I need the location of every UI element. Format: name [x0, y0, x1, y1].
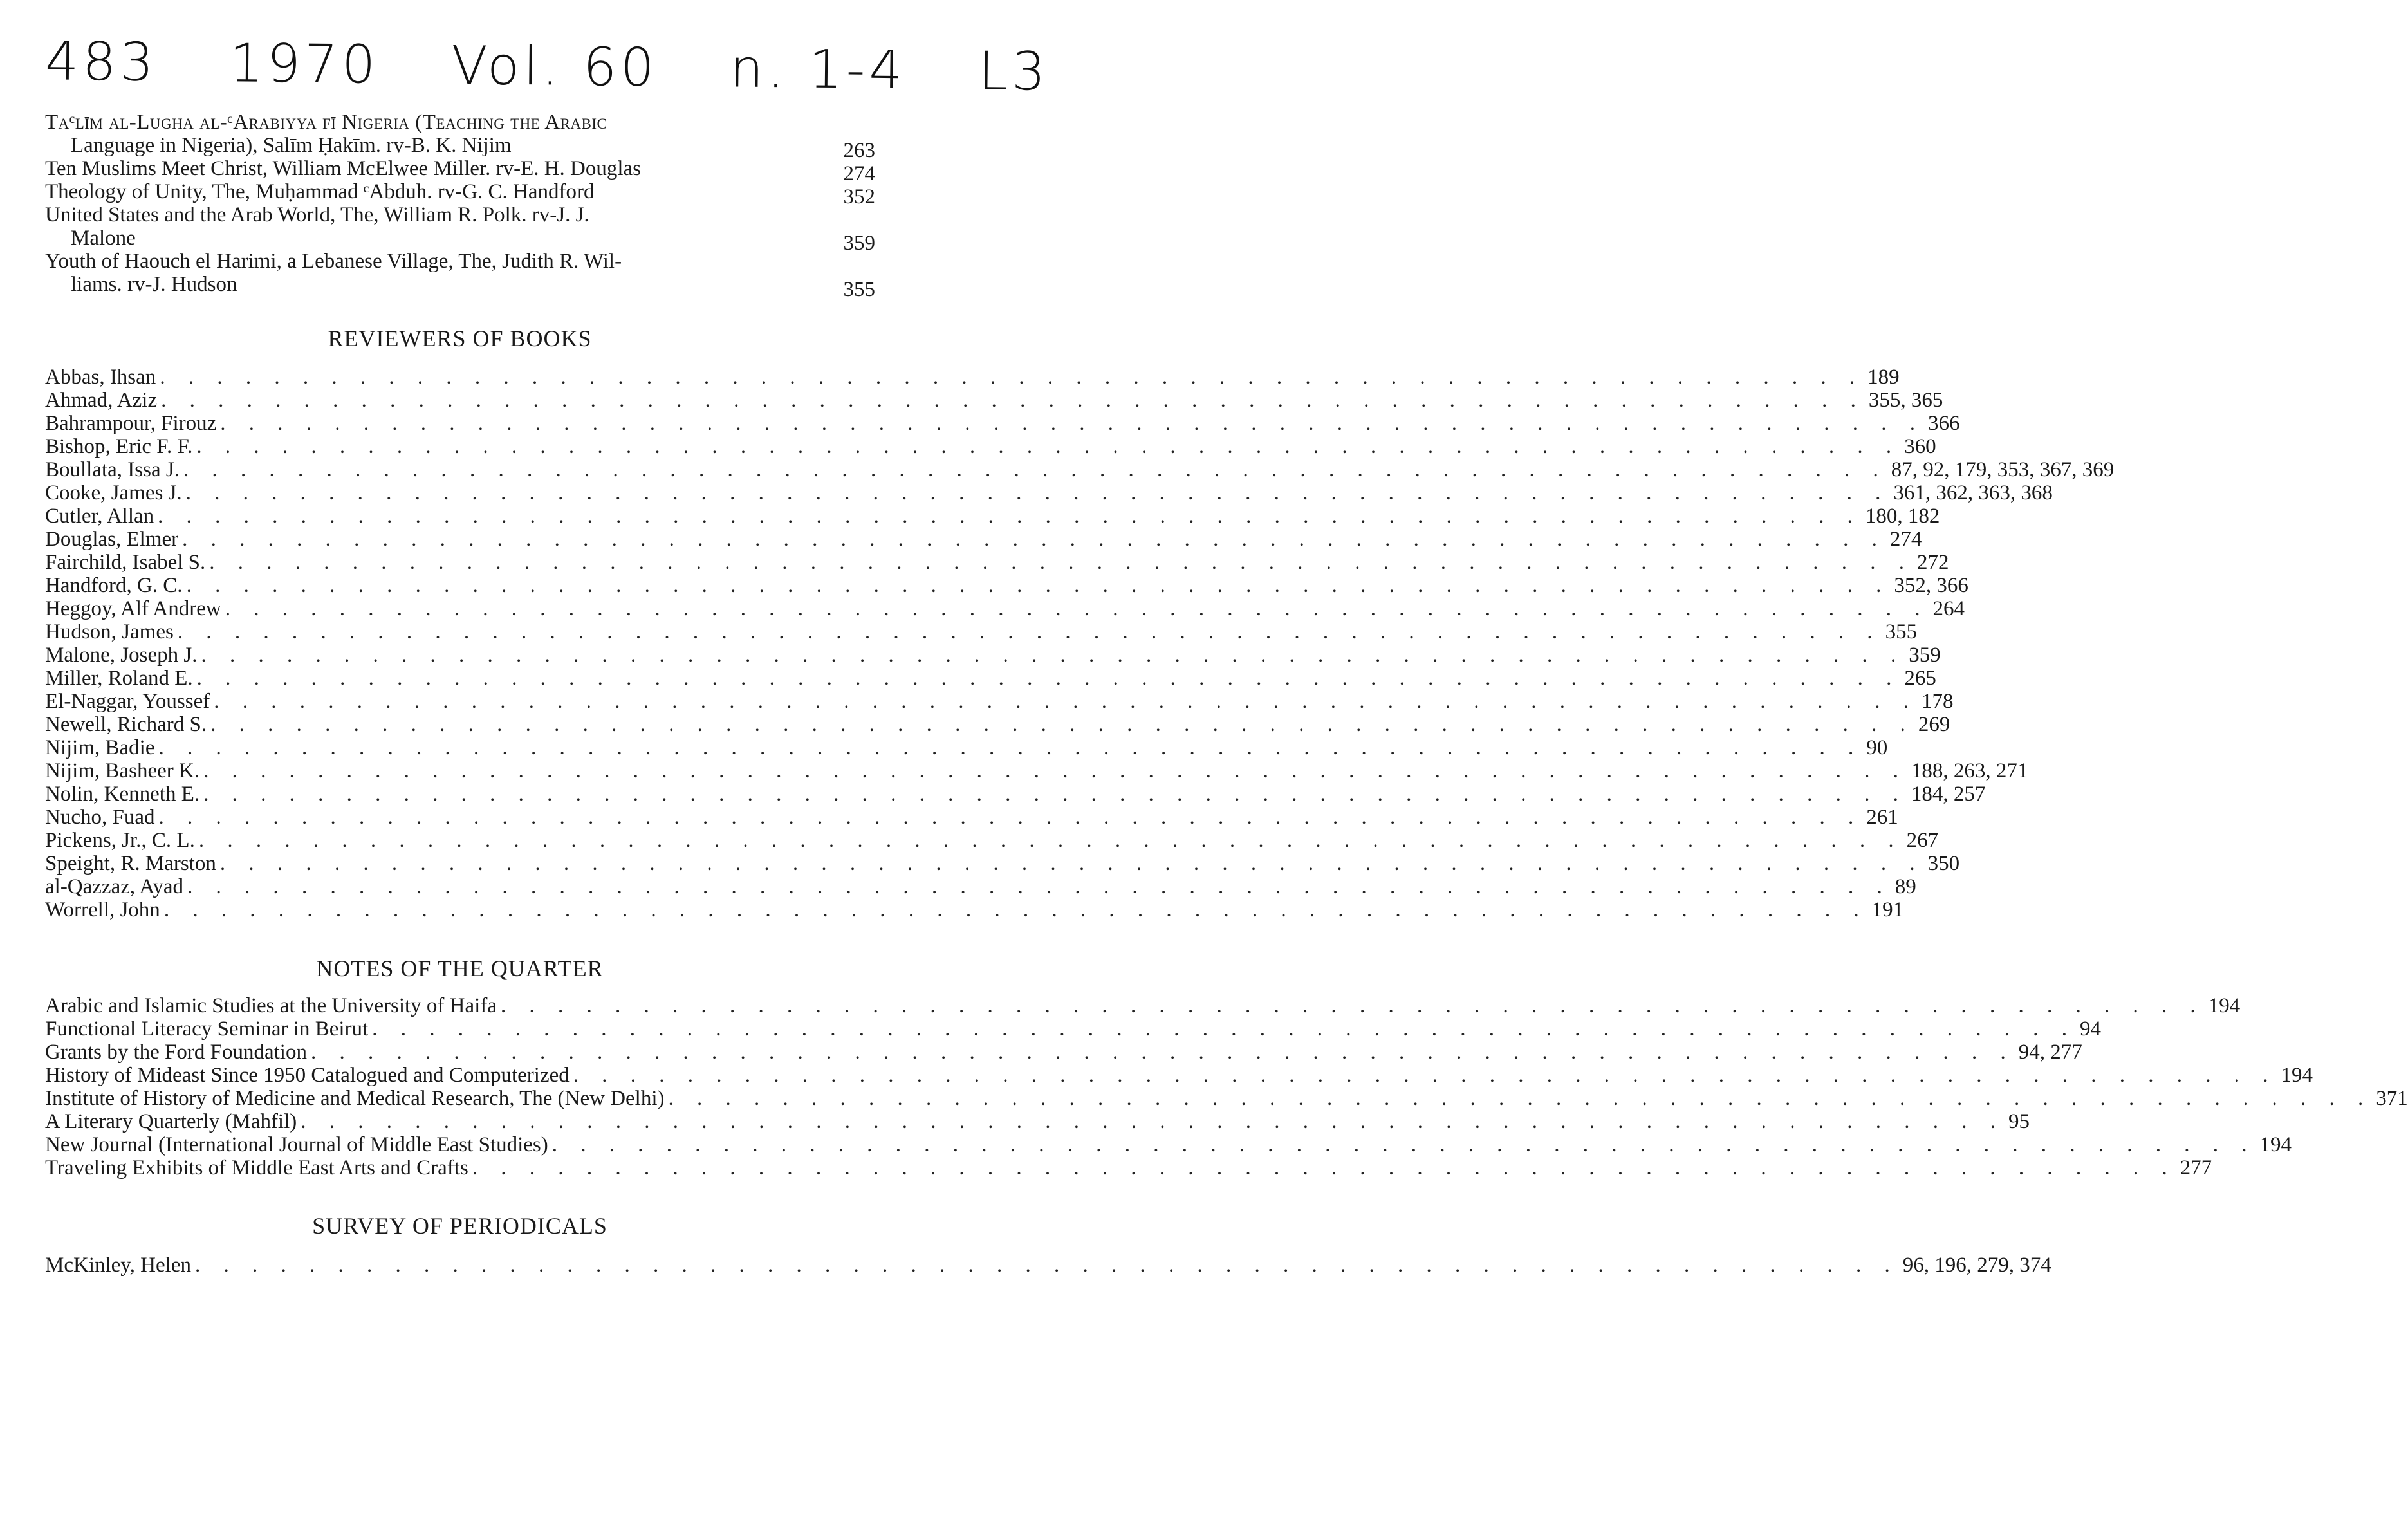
- note-entry: [45, 1133, 2292, 1156]
- reviewer-entry: [45, 412, 1960, 435]
- note-entry-pages: 371: [2376, 1087, 2408, 1110]
- handwritten-part: n. 1-4: [730, 38, 907, 102]
- reviewer-entry-pages: 350: [1927, 852, 1960, 875]
- note-entry-pages: 94, 277: [2018, 1041, 2082, 1064]
- reviewer-entry-pages: 360: [1904, 435, 1936, 458]
- reviewer-entry: [45, 782, 1986, 806]
- dot-leader: [472, 1156, 2176, 1180]
- note-entry-name: Arabic and Islamic Studies at the University of Haifa: [45, 994, 497, 1017]
- note-entry-pages: 277: [2180, 1156, 2212, 1180]
- reviewer-entry: [45, 852, 1960, 875]
- handwritten-call-number: [44, 31, 1050, 103]
- reviewer-entry-pages: 359: [1909, 643, 1941, 667]
- reviewer-entry: [45, 528, 1922, 551]
- book-entry: [45, 203, 875, 255]
- dot-leader: [186, 481, 1890, 504]
- note-entry-name: A Literary Quarterly (Mahfil): [45, 1110, 297, 1133]
- book-entry: [45, 157, 875, 185]
- dot-leader: [210, 713, 1914, 736]
- reviewer-entry-name: Speight, R. Marston: [45, 852, 216, 875]
- book-page: 274: [843, 162, 875, 185]
- reviewer-entry-name: Bishop, Eric F. F.: [45, 435, 193, 458]
- periodical-entry: [45, 1254, 2051, 1277]
- book-page: 359: [843, 232, 875, 255]
- dot-leader: [203, 759, 1907, 782]
- book-page: 263: [843, 139, 875, 162]
- dot-leader: [669, 1087, 2373, 1110]
- dot-leader: [214, 690, 1918, 713]
- reviewer-entry-pages: 274: [1889, 528, 1922, 551]
- reviewer-entry: [45, 481, 2053, 504]
- reviewer-entry-pages: 191: [1871, 898, 1904, 921]
- dot-leader: [573, 1064, 2277, 1087]
- note-entry-name: Institute of History of Medicine and Medical Research, The (New Delhi): [45, 1087, 665, 1110]
- dot-leader: [158, 806, 1862, 829]
- reviewer-entry-pages: 89: [1894, 875, 1916, 898]
- reviewer-entry: [45, 759, 2028, 782]
- notes-list: [45, 994, 2408, 1180]
- reviewer-entry-pages: 87, 92, 179, 353, 367, 369: [1891, 458, 2115, 481]
- note-entry: [45, 1110, 2030, 1133]
- reviewer-entry-pages: 261: [1866, 806, 1898, 829]
- reviewer-entry-pages: 184, 257: [1911, 782, 1986, 806]
- note-entry: [45, 1041, 2082, 1064]
- book-title-line: Ten Muslims Meet Christ, William McElwee Miller. rv-E. H. Douglas: [45, 157, 642, 180]
- dot-leader: [197, 667, 1901, 690]
- book-entry: [45, 180, 875, 208]
- book-title-line: Taᶜlīm al-Lugha al-ᶜArabiyya fī Nigeria (Teaching the Arabic: [45, 111, 607, 134]
- reviewer-entry-pages: 269: [1918, 713, 1950, 736]
- dot-leader: [160, 366, 1864, 389]
- reviewer-entry-name: Nijim, Basheer K.: [45, 759, 200, 782]
- note-entry-pages: 194: [2281, 1064, 2313, 1087]
- reviewer-entry: [45, 667, 1936, 690]
- book-title-line: Youth of Haouch el Harimi, a Lebanese Village, The, Judith R. Wil-: [45, 250, 622, 273]
- dot-leader: [203, 782, 1907, 806]
- dot-leader: [225, 597, 1929, 620]
- reviewers-list: [45, 366, 2115, 921]
- note-entry: [45, 1087, 2408, 1110]
- book-title-line: United States and the Arab World, The, William R. Polk. rv-J. J.: [45, 203, 589, 227]
- reviewer-entry-pages: 355, 365: [1868, 389, 1943, 412]
- handwritten-part: 483: [44, 31, 158, 94]
- dot-leader: [182, 528, 1886, 551]
- reviewer-entry-name: Pickens, Jr., C. L.: [45, 829, 195, 852]
- note-entry-name: Grants by the Ford Foundation: [45, 1041, 307, 1064]
- handwritten-part: L3: [978, 41, 1050, 103]
- periodical-entry-pages: 96, 196, 279, 374: [1902, 1254, 2051, 1277]
- book-title-line: liams. rv-J. Hudson: [71, 273, 237, 296]
- reviewer-entry-name: Fairchild, Isabel S.: [45, 551, 206, 574]
- reviewer-entry-pages: 355: [1885, 620, 1918, 643]
- reviewer-entry-name: Heggoy, Alf Andrew: [45, 597, 221, 620]
- reviewer-entry-pages: 265: [1904, 667, 1936, 690]
- dot-leader: [158, 736, 1862, 759]
- dot-leader: [501, 994, 2205, 1017]
- reviewer-entry: [45, 829, 1939, 852]
- reviewer-entry: [45, 713, 1950, 736]
- dot-leader: [187, 574, 1891, 597]
- note-entry-pages: 95: [2008, 1110, 2030, 1133]
- reviewer-entry-name: Douglas, Elmer: [45, 528, 179, 551]
- reviewer-entry-name: Malone, Joseph J.: [45, 643, 198, 667]
- reviewer-entry-pages: 352, 366: [1894, 574, 1968, 597]
- periodicals-list: [45, 1254, 2051, 1277]
- reviewer-entry-name: al-Qazzaz, Ayad: [45, 875, 183, 898]
- dot-leader: [220, 852, 1924, 875]
- reviewer-entry: [45, 458, 2115, 481]
- books-list: [45, 111, 875, 301]
- reviewer-entry-name: Abbas, Ihsan: [45, 366, 156, 389]
- handwritten-part: Vol. 60: [450, 35, 658, 99]
- reviewer-entry-pages: 189: [1867, 366, 1900, 389]
- reviewer-entry-name: Worrell, John: [45, 898, 160, 921]
- reviewer-entry: [45, 620, 1918, 643]
- handwritten-part: 1970: [229, 33, 380, 96]
- note-entry-name: New Journal (International Journal of Middle East Studies): [45, 1133, 548, 1156]
- reviewer-entry-name: Nucho, Fuad: [45, 806, 155, 829]
- reviewer-entry-pages: 178: [1921, 690, 1954, 713]
- note-entry: [45, 1017, 2101, 1041]
- reviewer-entry-pages: 267: [1906, 829, 1939, 852]
- reviewer-entry: [45, 806, 1898, 829]
- periodicals-heading: SURVEY OF PERIODICALS: [312, 1213, 607, 1239]
- reviewer-entry: [45, 435, 1936, 458]
- note-entry-pages: 194: [2208, 994, 2241, 1017]
- note-entry-name: History of Mideast Since 1950 Catalogued and Computerized: [45, 1064, 570, 1087]
- dot-leader: [195, 1254, 1899, 1277]
- reviewer-entry-name: Cooke, James J.: [45, 481, 182, 504]
- reviewer-entry: [45, 366, 1900, 389]
- periodical-entry-name: McKinley, Helen: [45, 1254, 191, 1277]
- reviewer-entry: [45, 875, 1916, 898]
- note-entry-name: Functional Literacy Seminar in Beirut: [45, 1017, 369, 1041]
- reviewer-entry-name: Miller, Roland E.: [45, 667, 193, 690]
- dot-leader: [158, 504, 1862, 528]
- dot-leader: [209, 551, 1913, 574]
- note-entry: [45, 1064, 2313, 1087]
- note-entry-pages: 94: [2079, 1017, 2101, 1041]
- book-entry: [45, 250, 875, 301]
- dot-leader: [301, 1110, 2005, 1133]
- dot-leader: [161, 389, 1865, 412]
- dot-leader: [196, 435, 1900, 458]
- reviewer-entry-name: Hudson, James: [45, 620, 174, 643]
- reviewer-entry: [45, 504, 1940, 528]
- dot-leader: [552, 1133, 2256, 1156]
- book-title-line: Malone: [71, 227, 136, 250]
- note-entry-pages: 194: [2259, 1133, 2292, 1156]
- book-page: 355: [843, 278, 875, 301]
- reviewer-entry-pages: 366: [1928, 412, 1960, 435]
- dot-leader: [311, 1041, 2015, 1064]
- reviewer-entry-name: El-Naggar, Youssef: [45, 690, 210, 713]
- reviewer-entry-name: Ahmad, Aziz: [45, 389, 158, 412]
- note-entry: [45, 994, 2241, 1017]
- reviewer-entry: [45, 574, 1968, 597]
- dot-leader: [372, 1017, 2076, 1041]
- reviewer-entry-pages: 272: [1917, 551, 1949, 574]
- note-entry-name: Traveling Exhibits of Middle East Arts and Crafts: [45, 1156, 468, 1180]
- reviewer-entry: [45, 389, 1943, 412]
- reviewer-entry-pages: 180, 182: [1865, 504, 1940, 528]
- reviewer-entry-pages: 90: [1866, 736, 1888, 759]
- reviewer-entry-name: Nijim, Badie: [45, 736, 155, 759]
- reviewer-entry-pages: 361, 362, 363, 368: [1893, 481, 2053, 504]
- dot-leader: [201, 643, 1905, 667]
- dot-leader: [183, 458, 1887, 481]
- dot-leader: [220, 412, 1924, 435]
- note-entry: [45, 1156, 2212, 1180]
- dot-leader: [199, 829, 1903, 852]
- reviewer-entry: [45, 597, 1965, 620]
- dot-leader: [178, 620, 1882, 643]
- reviewer-entry-name: Bahrampour, Firouz: [45, 412, 217, 435]
- reviewers-heading: REVIEWERS OF BOOKS: [328, 326, 592, 351]
- notes-heading: NOTES OF THE QUARTER: [316, 956, 604, 981]
- book-page: 352: [843, 185, 875, 208]
- reviewer-entry-name: Newell, Richard S.: [45, 713, 207, 736]
- reviewer-entry: [45, 551, 1949, 574]
- reviewer-entry-name: Boullata, Issa J.: [45, 458, 180, 481]
- reviewer-entry-name: Cutler, Allan: [45, 504, 154, 528]
- reviewer-entry: [45, 898, 1904, 921]
- reviewer-entry-name: Handford, G. C.: [45, 574, 183, 597]
- reviewer-entry: [45, 736, 1888, 759]
- book-title-line: Theology of Unity, The, Muḥammad ᶜAbduh. rv-G. C. Handford: [45, 180, 595, 203]
- dot-leader: [187, 875, 1891, 898]
- reviewer-entry-pages: 188, 263, 271: [1911, 759, 2028, 782]
- dot-leader: [164, 898, 1868, 921]
- book-entry: [45, 111, 875, 162]
- reviewer-entry-pages: 264: [1932, 597, 1965, 620]
- reviewer-entry-name: Nolin, Kenneth E.: [45, 782, 200, 806]
- reviewer-entry: [45, 690, 1954, 713]
- reviewer-entry: [45, 643, 1941, 667]
- book-title-line: Language in Nigeria), Salīm Ḥakīm. rv-B. K. Nijim: [71, 134, 512, 157]
